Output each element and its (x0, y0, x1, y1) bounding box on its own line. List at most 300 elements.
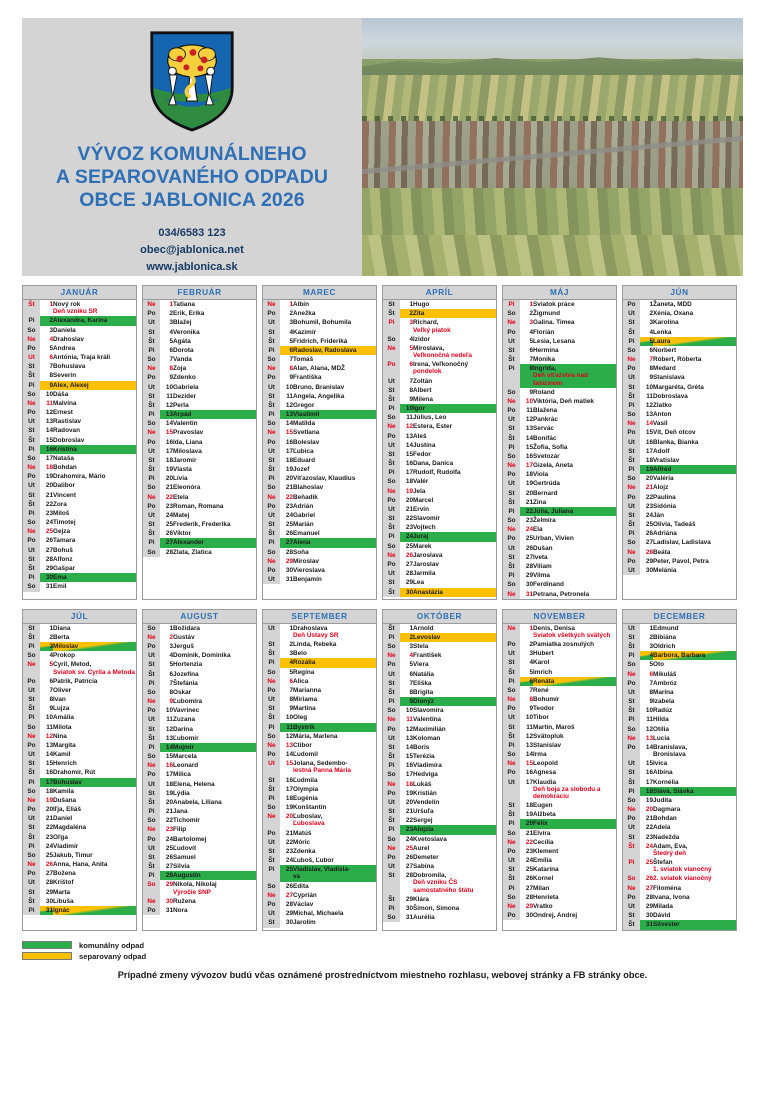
day-row (503, 677, 616, 686)
name-day (413, 459, 496, 468)
name-day (653, 833, 736, 842)
day-of-week: So (143, 880, 160, 896)
day-number: 7 (529, 686, 533, 694)
name-day-label: Hubert (533, 650, 554, 658)
name-day-label: Emília (533, 857, 552, 865)
name-day (533, 902, 616, 911)
name-day-label: Fridrich, Frideriká (293, 337, 348, 345)
day-row (383, 300, 496, 309)
name-day-label: Lesia, Lesana (533, 337, 575, 345)
name-day-label: Olívia, Tadeáš (653, 521, 696, 529)
day-number: 17 (525, 778, 533, 786)
name-day (413, 706, 496, 715)
name-day-label: Silvester (653, 921, 680, 929)
name-day-label: Severín (53, 372, 77, 380)
day-row (263, 658, 376, 667)
name-day (173, 660, 256, 669)
holiday-note: Sviatok sv. Cyrila a Metoda (53, 668, 135, 676)
name-day-label: Edita (293, 882, 309, 890)
name-day (173, 789, 256, 798)
day-of-week: Št (623, 842, 640, 858)
name-day-label: Jozefína (173, 670, 199, 678)
email-address[interactable]: obec@jablonica.net (140, 243, 244, 256)
day-number: 5 (409, 344, 413, 352)
calendar-page (0, 18, 765, 1099)
day-row (23, 371, 136, 380)
name-day-label: Bernard (533, 489, 558, 497)
name-day-label: Gejza (53, 528, 71, 536)
day-number: 20 (645, 806, 653, 814)
month-title: FEBRUÁR (143, 286, 256, 300)
name-day-label: Elena, Helena (173, 780, 215, 788)
name-day-label: Zoltán (413, 377, 433, 385)
name-day-label: Václav (293, 901, 314, 908)
day-of-week: Ne (263, 741, 280, 750)
day-row (383, 468, 496, 477)
day-row (383, 441, 496, 450)
day-of-week: Po (503, 534, 520, 543)
day-of-week: Št (383, 459, 400, 468)
name-day-label: Emanuel (293, 530, 320, 538)
day-of-week: So (623, 410, 640, 419)
day-row (263, 337, 376, 346)
name-day (173, 410, 256, 419)
day-row (623, 734, 736, 743)
name-day-label: Rozália (293, 659, 316, 667)
day-row (23, 796, 136, 805)
day-number: 23 (400, 825, 413, 834)
name-day-label: Stela (413, 643, 429, 651)
name-day-label: Gregor (293, 401, 315, 409)
day-number: 5 (640, 337, 653, 346)
day-of-week: Pi (143, 743, 160, 752)
name-day (53, 633, 136, 642)
name-day (533, 668, 616, 677)
name-day (653, 796, 736, 805)
name-day (653, 902, 736, 911)
name-day-label: Hilda (653, 716, 669, 724)
day-row (503, 489, 616, 498)
name-day (413, 752, 496, 761)
day-row (383, 642, 496, 651)
day-of-week: Pi (263, 865, 280, 881)
day-of-week: So (503, 452, 520, 461)
day-number: 26 (165, 853, 173, 861)
name-day-label: Hortenzia (173, 661, 203, 669)
day-of-week: So (623, 725, 640, 734)
month-block (22, 609, 137, 931)
name-day (53, 741, 136, 750)
day-of-week: So (263, 355, 280, 364)
day-row (143, 789, 256, 798)
name-day-label: Peter, Pavol, Petra (653, 557, 709, 565)
name-day-label: Ľubomíra (173, 698, 203, 706)
day-of-week: Ne (503, 590, 520, 599)
day-number: 13 (285, 741, 293, 749)
name-day-label: Ema (53, 574, 67, 582)
name-day (53, 509, 136, 518)
day-of-week: So (263, 548, 280, 557)
day-row (23, 787, 136, 796)
name-day-label: Eliška (413, 679, 432, 687)
day-row (23, 344, 136, 353)
day-row (263, 392, 376, 401)
name-day (53, 300, 136, 316)
day-number: 16 (40, 445, 53, 454)
day-of-week: So (23, 326, 40, 335)
day-of-week: Pi (143, 474, 160, 483)
day-row (263, 640, 376, 649)
day-of-week: Ne (143, 493, 160, 502)
name-day (293, 847, 376, 856)
day-row (23, 805, 136, 814)
name-day (653, 688, 736, 697)
name-day-label: Gabriel (293, 511, 316, 519)
name-day-label: Dobroslava (653, 392, 688, 400)
day-number: 26 (285, 882, 293, 890)
day-row (383, 761, 496, 770)
day-of-week: Pi (623, 529, 640, 538)
day-of-week: Po (503, 406, 520, 415)
name-day (533, 580, 616, 589)
day-of-week: So (623, 796, 640, 805)
day-number: 27 (160, 538, 173, 547)
name-day (533, 829, 616, 838)
day-row (503, 424, 616, 433)
day-of-week: Pi (503, 300, 520, 309)
name-day-label: Bibiána (653, 633, 677, 641)
day-row (263, 668, 376, 677)
name-day-label: Levoslav (413, 633, 441, 641)
name-day-label: Anabela, Liliana (173, 798, 222, 806)
name-day (533, 732, 616, 741)
day-row (263, 750, 376, 759)
day-number: 17 (45, 454, 53, 462)
day-row (143, 670, 256, 679)
day-of-week: St (623, 383, 640, 392)
name-day (173, 670, 256, 679)
day-of-week: Po (143, 642, 160, 651)
day-of-week: Št (383, 523, 400, 532)
name-day (293, 364, 376, 373)
day-of-week: Št (503, 434, 520, 443)
day-number: 22 (645, 824, 653, 832)
name-day-label: Galina. Timea (533, 319, 575, 327)
name-day-label: Dezider (173, 392, 197, 400)
name-day-label: Miloslava (173, 447, 202, 455)
name-day (293, 373, 376, 382)
day-of-week: So (23, 518, 40, 527)
day-number: 5 (169, 661, 173, 669)
month-title: JÚL (23, 610, 136, 624)
name-day (653, 768, 736, 777)
day-row (503, 778, 616, 802)
name-day (173, 752, 256, 761)
day-number: 1 (529, 301, 533, 308)
day-number: 27 (405, 863, 413, 871)
legend-item-municipal (22, 941, 743, 950)
day-number: 17 (525, 462, 533, 470)
day-number: 9 (289, 705, 293, 713)
name-day-label: Gustáv (173, 633, 195, 641)
day-of-week: So (503, 750, 520, 759)
name-day (53, 454, 136, 463)
name-day-label: Andrea (53, 344, 76, 352)
day-of-week: Št (383, 395, 400, 404)
day-row (623, 874, 736, 883)
day-number: 2 (49, 633, 53, 641)
name-day (413, 642, 496, 651)
day-of-week: Ut (503, 479, 520, 488)
day-number: 11 (280, 723, 293, 732)
name-day-label: Želmíra (533, 517, 556, 525)
legend-label-separated: separovaný odpad (79, 951, 147, 961)
day-of-week: So (503, 893, 520, 902)
name-day-label: Kristína (53, 445, 77, 453)
day-row (143, 401, 256, 410)
day-row (23, 713, 136, 722)
day-number: 5 (49, 661, 53, 669)
name-day-label: Eugénia (293, 794, 318, 802)
name-day-label: Veronika (173, 328, 200, 336)
day-row (623, 456, 736, 465)
day-row (503, 856, 616, 865)
day-row (623, 858, 736, 874)
day-row (383, 514, 496, 523)
day-number: 12 (285, 401, 293, 409)
day-number: 3 (40, 642, 53, 651)
name-day (533, 640, 616, 649)
day-of-week: Po (263, 373, 280, 382)
name-day (53, 695, 136, 704)
day-number: 10 (285, 714, 293, 722)
name-day-label: Miloš (53, 509, 70, 517)
name-day (53, 796, 136, 805)
day-number: 5 (409, 661, 413, 669)
day-row (383, 789, 496, 798)
day-row (263, 557, 376, 566)
name-day-label: Michal, Michaela (293, 910, 344, 918)
name-day (293, 502, 376, 511)
day-number: 25 (405, 542, 413, 550)
day-row (503, 893, 616, 902)
day-number: 7 (289, 356, 293, 364)
day-row (23, 546, 136, 555)
name-day-label: Alfonz (53, 555, 73, 563)
name-day-label: Vavrinec (173, 707, 200, 715)
name-day-label: Medard (653, 365, 676, 373)
day-row (143, 318, 256, 327)
day-of-week: Ut (503, 415, 520, 424)
day-number: 24 (525, 526, 533, 534)
name-day-label: Cyril, Metod, (53, 661, 92, 669)
day-of-week: Ut (623, 566, 640, 575)
name-day (413, 770, 496, 779)
day-of-week: Po (503, 911, 520, 920)
day-of-week: Ne (23, 399, 40, 408)
day-row (503, 571, 616, 580)
name-day (653, 787, 736, 796)
day-number: 20 (165, 475, 173, 483)
name-day-label: Cyprián (293, 891, 317, 899)
name-day (533, 750, 616, 759)
month-block (622, 285, 737, 600)
name-day (53, 527, 136, 536)
day-row (143, 383, 256, 392)
name-day-label: Dagmara (653, 806, 681, 814)
day-number: 14 (45, 751, 53, 759)
day-row (263, 695, 376, 704)
day-number: 3 (649, 319, 653, 327)
day-number: 2 (289, 310, 293, 318)
day-row (623, 660, 736, 669)
day-of-week: Ut (383, 734, 400, 743)
name-day (653, 823, 736, 832)
day-number: 12 (45, 732, 53, 740)
name-day-label: Žigmund (533, 310, 560, 318)
name-day-label: Kornel (533, 875, 554, 883)
day-number: 8 (169, 365, 173, 373)
day-row (263, 483, 376, 492)
day-of-week: Ne (143, 825, 160, 834)
day-row (143, 633, 256, 642)
name-day-label: Margita (53, 741, 76, 749)
day-row (143, 862, 256, 871)
month-block (22, 285, 137, 600)
day-row (143, 364, 256, 373)
day-row (263, 529, 376, 538)
website-url[interactable]: www.jablonica.sk (146, 260, 238, 273)
day-row (263, 456, 376, 465)
day-row (23, 778, 136, 787)
day-of-week: St (623, 833, 640, 842)
day-number: 2 (400, 633, 413, 642)
name-day-label: Dobroslav (53, 436, 85, 444)
name-day (413, 422, 496, 431)
day-of-week: Po (263, 686, 280, 695)
day-of-week: Ut (23, 546, 40, 555)
day-number: 31 (525, 590, 533, 598)
day-of-week: Št (383, 752, 400, 761)
day-number: 3 (289, 650, 293, 658)
day-number: 10 (405, 707, 413, 715)
day-row (503, 346, 616, 355)
legend-label-municipal: komunálny odpad (79, 940, 144, 950)
day-number: 17 (645, 447, 653, 455)
day-number: 20 (45, 482, 53, 490)
day-number: 12 (405, 725, 413, 733)
name-day (533, 810, 616, 819)
name-day-label: Amália (53, 714, 74, 722)
day-number: 13 (280, 410, 293, 419)
day-row (623, 706, 736, 715)
day-number: 11 (406, 716, 413, 724)
name-day (533, 911, 616, 920)
day-number: 24 (525, 857, 533, 865)
day-row (623, 893, 736, 902)
day-row (143, 538, 256, 547)
name-day-label: Vít, Deň otcov (653, 429, 696, 437)
day-row (503, 318, 616, 327)
name-day-label: Vojtech (413, 524, 436, 532)
name-day (413, 913, 496, 922)
day-number: 10 (645, 707, 653, 715)
name-day-label: Zina (533, 498, 547, 506)
day-of-week: Ne (623, 419, 640, 428)
name-day (173, 511, 256, 520)
day-number: 3 (529, 650, 533, 658)
day-number: 25 (525, 535, 533, 543)
day-row (503, 415, 616, 424)
day-of-week: Pi (503, 741, 520, 750)
day-number: 8 (409, 688, 413, 696)
day-number: 15 (165, 429, 173, 437)
day-of-week: So (623, 474, 640, 483)
name-day (653, 520, 736, 529)
day-number: 25 (165, 844, 173, 852)
day-of-week: Pi (143, 538, 160, 547)
name-day (173, 743, 256, 752)
day-row (503, 750, 616, 759)
day-row (623, 428, 736, 437)
header-info-panel (22, 18, 362, 276)
day-of-week: Št (263, 713, 280, 722)
name-day-label: Marcel (413, 496, 434, 504)
name-day-label: Dávid (653, 912, 671, 920)
day-number: 2 (289, 641, 293, 649)
day-of-week: Ut (503, 713, 520, 722)
day-number: 23 (405, 524, 413, 532)
day-row (503, 525, 616, 534)
name-day-label: Lujza (53, 705, 70, 713)
months-row-second-half (22, 609, 743, 931)
name-day (533, 346, 616, 355)
name-day-label: Ingrida, (533, 365, 557, 373)
name-day-label: Iľja, Eliáš (53, 806, 82, 814)
name-day-label: Adela (653, 824, 671, 832)
name-day-label: Valér (413, 478, 429, 486)
day-row (263, 847, 376, 856)
name-day (533, 778, 616, 802)
name-day (653, 884, 736, 893)
name-day-label: Katarína (533, 866, 559, 874)
day-row (143, 502, 256, 511)
name-day-label: Marcela (173, 753, 197, 761)
months-row-first-half (22, 285, 743, 600)
day-number: 20 (645, 475, 653, 483)
day-number: 26 (405, 551, 413, 559)
name-day-label: Belo (293, 650, 307, 658)
day-number: 18 (405, 780, 413, 788)
day-row (23, 573, 136, 582)
name-day (533, 525, 616, 534)
day-of-week: Pi (623, 651, 640, 660)
day-number: 27 (285, 891, 293, 899)
day-row (23, 536, 136, 545)
day-of-week: Ne (623, 884, 640, 893)
name-day-label: Alexandra, Karína (53, 317, 108, 325)
day-number: 26 (645, 875, 653, 883)
name-day-label: Drahoslava (293, 624, 328, 632)
name-day-label: Alica (293, 677, 309, 685)
name-day-label: Zora (53, 500, 67, 508)
day-row (383, 505, 496, 514)
name-day (53, 546, 136, 555)
day-number: 27 (45, 870, 53, 878)
day-of-week: Ne (383, 551, 400, 560)
day-of-week: Št (623, 392, 640, 401)
name-day-label: František (413, 652, 442, 660)
